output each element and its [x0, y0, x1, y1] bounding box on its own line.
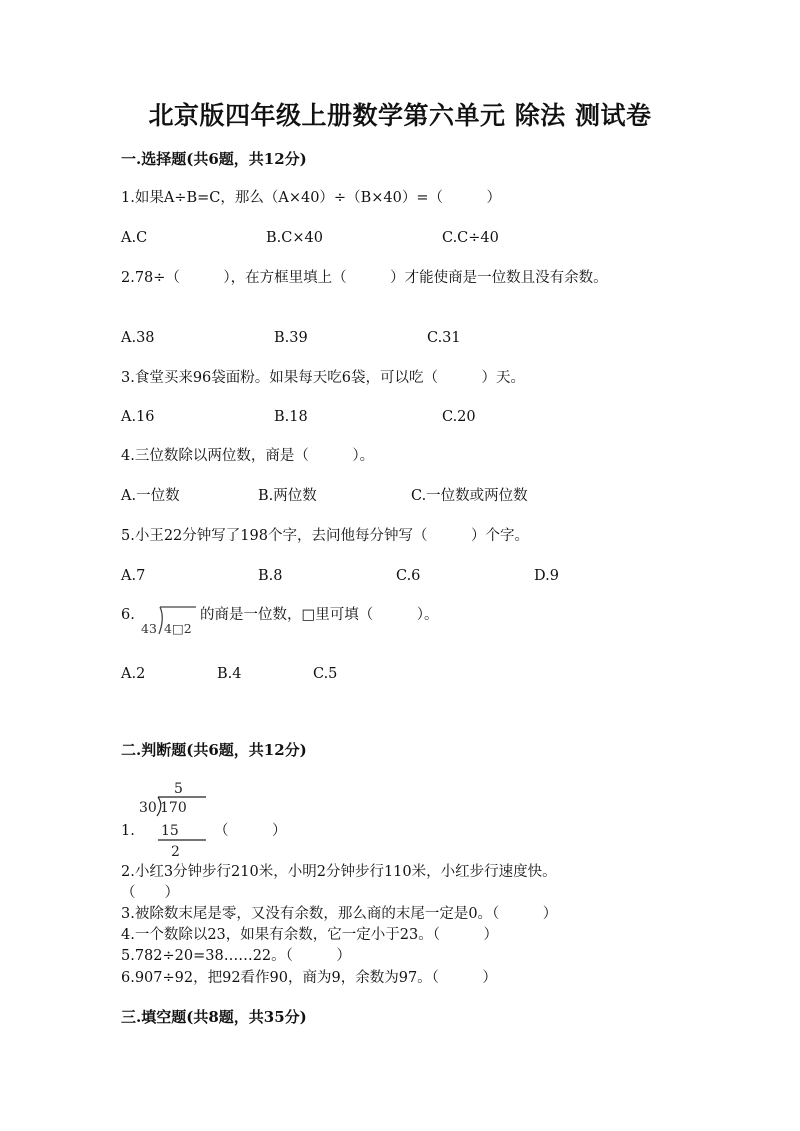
page-title: 北京版四年级上册数学第六单元 除法 测试卷: [148, 101, 652, 130]
judge-question-5: 5.782÷20=38……22。（ ）: [121, 948, 351, 964]
choice-6-option-c: C.5: [313, 666, 338, 682]
choice-2-option-a: A.38: [121, 330, 155, 346]
worked-quotient: 5: [174, 781, 183, 797]
choice-5-option-d: D.9: [534, 568, 559, 584]
worked-remainder: 2: [171, 844, 180, 860]
choice-3-option-a: A.16: [121, 409, 155, 425]
worked-product: 15: [161, 823, 179, 839]
choice-3-option-b: B.18: [274, 409, 308, 425]
choice-question-6: 的商是一位数，□里可填（ ）。: [200, 607, 439, 623]
judge-question-1-prefix: 1.: [121, 823, 135, 839]
choice-question-6-prefix: 6.: [121, 607, 135, 623]
judge-question-3: 3.被除数末尾是零，又没有余数，那么商的末尾一定是0。（ ）: [121, 906, 558, 922]
worked-dividend: 170: [160, 800, 187, 816]
choice-4-option-c: C.一位数或两位数: [411, 488, 528, 504]
section-heading-choice: 一.选择题(共6题，共12分): [121, 150, 307, 168]
choice-question-3: 3.食堂买来96袋面粉。如果每天吃6袋，可以吃（ ）天。: [121, 370, 526, 386]
judge-question-2: 2.小红3分钟步行210米，小明2分钟步行110米，小红步行速度快。: [121, 864, 557, 880]
long-division-worked-figure: [138, 778, 210, 860]
choice-1-option-b: B.C×40: [266, 230, 323, 246]
choice-2-option-c: C.31: [427, 330, 461, 346]
choice-5-option-a: A.7: [121, 568, 146, 584]
choice-question-2: 2.78÷（ ），在方框里填上（ ）才能使商是一位数且没有余数。: [121, 270, 608, 286]
choice-question-5: 5.小王22分钟写了198个字，去问他每分钟写（ ）个字。: [121, 528, 529, 544]
choice-4-option-a: A.一位数: [121, 488, 180, 504]
choice-1-option-a: A.C: [121, 230, 148, 246]
judge-question-2-bracket: （ ）: [121, 885, 179, 901]
judge-question-6: 6.907÷92，把92看作90，商为9，余数为97。（ ）: [121, 970, 497, 986]
choice-3-option-c: C.20: [442, 409, 476, 425]
choice-5-option-c: C.6: [396, 568, 421, 584]
division-dividend: 4□2: [164, 621, 192, 636]
division-divisor: 43: [141, 621, 157, 636]
section-heading-judge: 二.判断题(共6题，共12分): [121, 741, 307, 759]
long-division-figure: [140, 603, 202, 639]
choice-2-option-b: B.39: [274, 330, 308, 346]
choice-4-option-b: B.两位数: [258, 488, 317, 504]
choice-question-4: 4.三位数除以两位数，商是（ ）。: [121, 448, 375, 464]
judge-question-4: 4.一个数除以23，如果有余数，它一定小于23。（ ）: [121, 927, 498, 943]
division-bracket: [159, 607, 162, 634]
choice-6-option-a: A.2: [121, 666, 146, 682]
choice-1-option-c: C.C÷40: [442, 230, 499, 246]
judge-question-1: （ ）: [214, 823, 287, 839]
section-heading-fill: 三.填空题(共8题，共35分): [121, 1008, 307, 1026]
choice-5-option-b: B.8: [258, 568, 283, 584]
choice-6-option-b: B.4: [217, 666, 242, 682]
worked-divisor: 30: [139, 800, 157, 816]
choice-question-1: 1.如果A÷B=C，那么（A×40）÷（B×40）=（ ）: [121, 190, 501, 206]
